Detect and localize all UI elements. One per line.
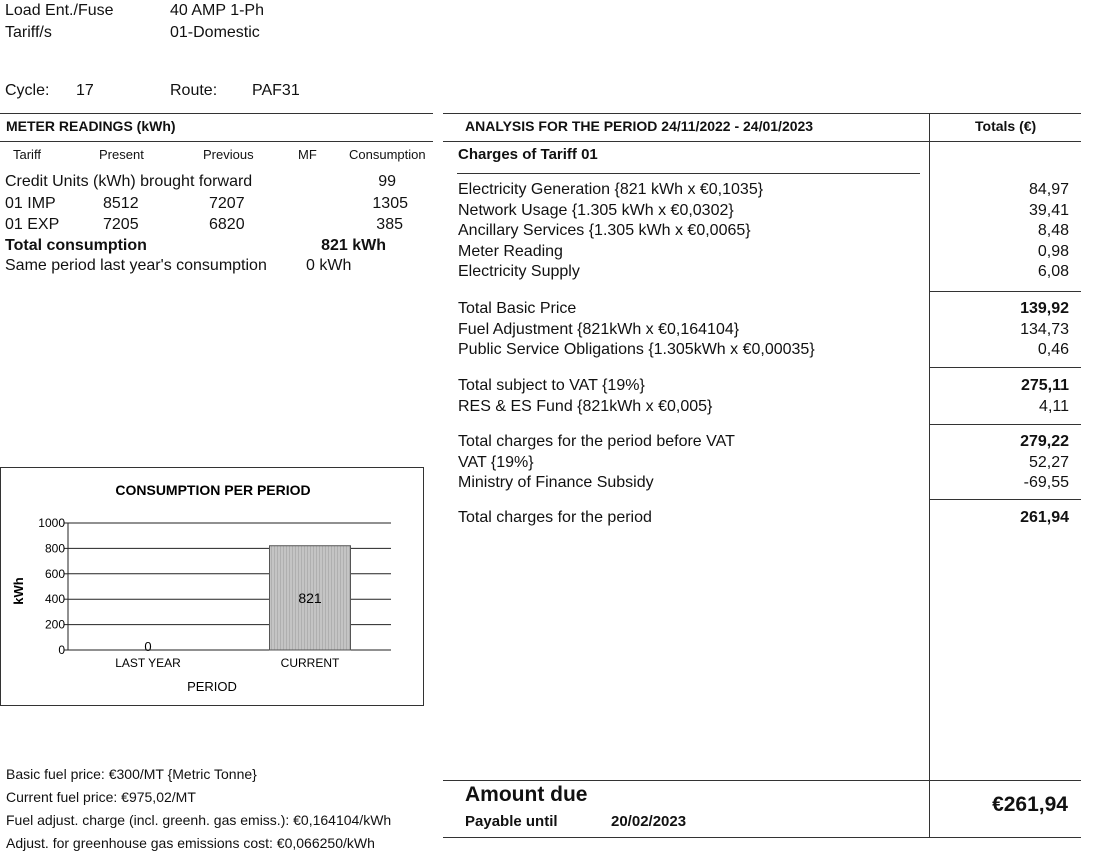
total-consumption-label: Total consumption <box>5 237 147 254</box>
analysis-line-label: Public Service Obligations {1.305kWh x €0,00035} <box>458 341 815 358</box>
analysis-line-value: 261,94 <box>1020 509 1069 526</box>
chart-y-tick-label: 800 <box>44 541 65 556</box>
analysis-line-value: 52,27 <box>1028 454 1069 471</box>
col-present: Present <box>99 147 144 162</box>
credit-label: Credit Units (kWh) brought forward <box>5 173 253 190</box>
analysis-line-label: Meter Reading <box>458 243 563 260</box>
analysis-line-value: 39,41 <box>1028 202 1069 219</box>
payable-until-date: 20/02/2023 <box>611 813 687 830</box>
analysis-line-label: Electricity Supply <box>458 263 580 280</box>
chart-y-tick-label: 600 <box>44 566 65 581</box>
consumption-chart-svg <box>1 468 423 705</box>
analysis-line-value: 134,73 <box>1020 321 1069 338</box>
row-consumption: 385 <box>376 216 403 233</box>
totals-rule-1 <box>930 291 1081 292</box>
analysis-line-label: Total subject to VAT {19%} <box>458 377 645 394</box>
credit-value: 99 <box>378 173 396 190</box>
col-consumption: Consumption <box>349 147 426 162</box>
analysis-line-value: 139,92 <box>1020 300 1069 317</box>
analysis-line-label: Total Basic Price <box>458 300 577 317</box>
meter-top-rule <box>0 113 433 114</box>
analysis-line-label: Network Usage {1.305 kWh x €0,0302} <box>458 202 734 219</box>
route-value: PAF31 <box>252 82 300 99</box>
analysis-title: ANALYSIS FOR THE PERIOD 24/11/2022 - 24/01/2023 <box>465 118 814 134</box>
fuel-note: Current fuel price: €975,02/MT <box>6 789 196 805</box>
row-consumption: 1305 <box>372 195 408 212</box>
row-tariff: 01 EXP <box>5 216 60 233</box>
fuel-note: Adjust. for greenhouse gas emissions cost: €0,066250/kWh <box>6 835 375 851</box>
totals-rule-3 <box>930 424 1081 425</box>
analysis-line-label: Ancillary Services {1.305 kWh x €0,0065} <box>458 222 751 239</box>
fuel-note: Fuel adjust. charge (incl. greenh. gas emiss.): €0,164104/kWh <box>6 812 392 828</box>
chart-x-axis-label: PERIOD <box>187 679 237 694</box>
amount-bottom-rule <box>443 837 1081 838</box>
cycle-value: 17 <box>76 82 94 99</box>
tariff-label: Tariff/s <box>5 24 52 41</box>
analysis-line-label: Ministry of Finance Subsidy <box>458 474 654 491</box>
amount-due-value: €261,94 <box>992 793 1068 816</box>
chart-data-label: 821 <box>298 589 322 606</box>
analysis-line-value: -69,55 <box>1023 474 1069 491</box>
analysis-line-label: Total charges for the period <box>458 509 652 526</box>
analysis-line-value: 84,97 <box>1028 181 1069 198</box>
load-label: Load Ent./Fuse <box>5 2 114 19</box>
chart-x-tick-label: CURRENT <box>280 656 340 670</box>
amount-due-label: Amount due <box>465 783 588 806</box>
total-consumption-value: 821 kWh <box>321 237 386 254</box>
route-label: Route: <box>170 82 218 99</box>
cycle-label: Cycle: <box>5 82 50 99</box>
analysis-line-label: RES & ES Fund {821kWh x €0,005} <box>458 398 713 415</box>
col-mf: MF <box>298 147 317 162</box>
chart-y-tick-label: 400 <box>44 592 65 607</box>
analysis-line-value: 6,08 <box>1037 263 1069 280</box>
chart-x-tick-label: LAST YEAR <box>115 656 181 670</box>
totals-column-divider <box>929 113 930 838</box>
chart-data-label: 0 <box>144 639 152 654</box>
analysis-line-label: Total charges for the period before VAT <box>458 433 735 450</box>
analysis-header-rule <box>443 141 1081 142</box>
chart-marks <box>38 516 391 670</box>
totals-header: Totals (€) <box>975 118 1037 134</box>
row-present: 8512 <box>103 195 139 212</box>
row-previous: 6820 <box>209 216 245 233</box>
row-present: 7205 <box>103 216 139 233</box>
amount-top-rule <box>443 780 1081 781</box>
tariff-heading-rule <box>457 173 920 174</box>
totals-rule-4 <box>930 499 1081 500</box>
analysis-line-value: 8,48 <box>1037 222 1069 239</box>
meter-title: METER READINGS (kWh) <box>6 118 176 134</box>
analysis-line-value: 279,22 <box>1020 433 1069 450</box>
analysis-line-value: 4,11 <box>1039 398 1069 415</box>
analysis-line-value: 0,46 <box>1037 341 1069 358</box>
consumption-chart <box>0 467 424 706</box>
totals-rule-2 <box>930 367 1081 368</box>
meter-header-rule <box>0 141 433 142</box>
chart-y-tick-label: 1000 <box>38 516 65 530</box>
load-value: 40 AMP 1-Ph <box>170 2 264 19</box>
analysis-line-value: 275,11 <box>1020 377 1069 394</box>
analysis-top-rule <box>443 113 1081 114</box>
col-previous: Previous <box>203 147 254 162</box>
row-tariff: 01 IMP <box>5 195 56 212</box>
chart-title: CONSUMPTION PER PERIOD <box>115 482 311 498</box>
payable-until-label: Payable until <box>465 813 558 830</box>
chart-y-tick-label: 0 <box>58 643 65 657</box>
fuel-note: Basic fuel price: €300/MT {Metric Tonne} <box>6 766 257 782</box>
tariff-value: 01-Domestic <box>170 24 260 41</box>
chart-y-axis-label: kWh <box>11 577 26 605</box>
last-year-label: Same period last year's consumption <box>5 257 267 274</box>
analysis-line-label: VAT {19%} <box>458 454 534 471</box>
analysis-line-label: Electricity Generation {821 kWh x €0,1035} <box>458 181 764 198</box>
chart-y-tick-label: 200 <box>44 617 65 632</box>
row-previous: 7207 <box>209 195 245 212</box>
tariff-heading: Charges of Tariff 01 <box>458 146 598 163</box>
last-year-value: 0 kWh <box>306 257 352 274</box>
analysis-line-label: Fuel Adjustment {821kWh x €0,164104} <box>458 321 740 338</box>
col-tariff: Tariff <box>13 147 41 162</box>
analysis-line-value: 0,98 <box>1037 243 1069 260</box>
